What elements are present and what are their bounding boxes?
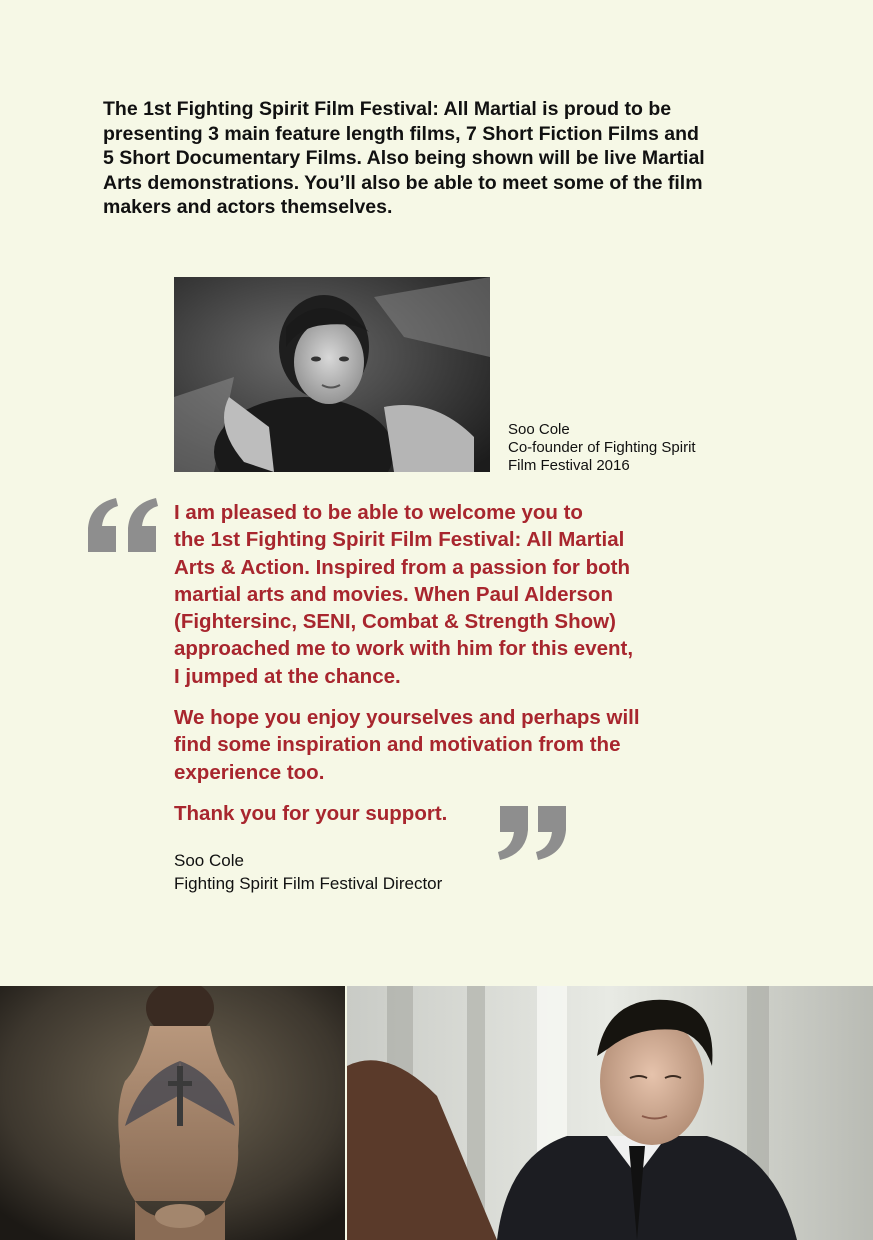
film-still-winged-back bbox=[0, 986, 345, 1240]
intro-line: makers and actors themselves. bbox=[103, 196, 393, 218]
quote-line: experience too. bbox=[174, 760, 325, 784]
quote-paragraph bbox=[174, 704, 734, 786]
intro-line: 5 Short Documentary Films. Also being shown will be live Martial bbox=[103, 147, 705, 169]
signature-name: Soo Cole bbox=[174, 851, 244, 870]
quote-line: find some inspiration and motivation from the bbox=[174, 733, 621, 757]
quote-line: approached me to work with him for this event, bbox=[174, 637, 634, 661]
caption-role-cont: Film Festival 2016 bbox=[508, 457, 630, 474]
quote-line: (Fightersinc, SENI, Combat & Strength Show) bbox=[174, 610, 616, 634]
portrait-caption bbox=[508, 421, 768, 475]
caption-role: Co-founder of Fighting Spirit bbox=[508, 439, 696, 456]
intro-paragraph bbox=[103, 97, 783, 220]
quote-line: martial arts and movies. When Paul Alderson bbox=[174, 582, 613, 606]
film-still-man-in-suit bbox=[347, 986, 873, 1240]
quote-paragraph bbox=[174, 499, 734, 690]
quote-line: Thank you for your support. bbox=[174, 801, 448, 825]
quote-line: I am pleased to be able to welcome you to bbox=[174, 501, 583, 524]
quote-paragraph bbox=[174, 800, 734, 827]
intro-line: Arts demonstrations. You’ll also be able to meet some of the film bbox=[103, 171, 703, 194]
quote-line: Arts & Action. Inspired from a passion for both bbox=[174, 555, 630, 579]
signature-block bbox=[174, 849, 442, 895]
intro-line: The 1st Fighting Spirit Film Festival: All Martial is proud to be bbox=[103, 98, 672, 120]
quote-line: I jumped at the chance. bbox=[174, 664, 401, 688]
quote-line: We hope you enjoy yourselves and perhaps will bbox=[174, 706, 640, 730]
welcome-quote bbox=[174, 499, 734, 841]
open-quote-icon bbox=[86, 498, 160, 552]
portrait-photo bbox=[174, 277, 490, 472]
intro-line: presenting 3 main feature length films, 7 Short Fiction Films and bbox=[103, 122, 699, 145]
film-stills-strip bbox=[0, 986, 873, 1240]
caption-name: Soo Cole bbox=[508, 421, 570, 438]
close-quote-icon bbox=[496, 806, 570, 860]
signature-title: Fighting Spirit Film Festival Director bbox=[174, 874, 443, 893]
quote-line: the 1st Fighting Spirit Film Festival: All Martial bbox=[174, 528, 625, 552]
